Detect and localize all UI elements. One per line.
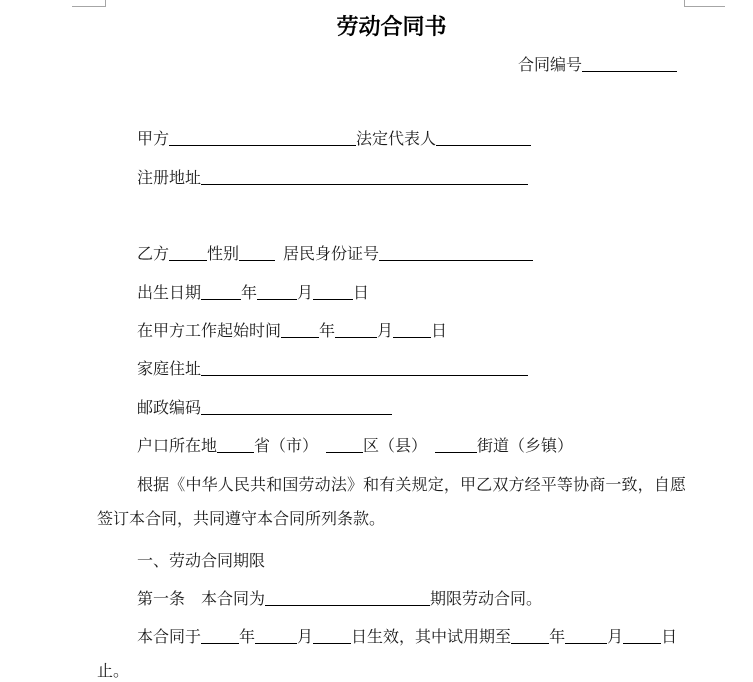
work-start-line xyxy=(137,323,447,341)
day-label: 日 xyxy=(661,629,678,646)
birth-month-blank[interactable] xyxy=(257,287,297,300)
month-label: 月 xyxy=(297,285,314,302)
intro-paragraph-line2: 签订本合同，共同遵守本合同所列条款。 xyxy=(97,511,386,528)
registered-address-line xyxy=(137,170,528,188)
effective-month-blank[interactable] xyxy=(255,631,297,644)
party-a-label: 甲方 xyxy=(137,131,170,148)
party-a-name-blank[interactable] xyxy=(169,133,356,146)
registered-address-label: 注册地址 xyxy=(137,170,202,187)
gender-blank[interactable] xyxy=(239,248,275,261)
section-1-heading: 一、劳动合同期限 xyxy=(137,553,266,570)
legal-representative-blank[interactable] xyxy=(436,133,531,146)
birth-day-blank[interactable] xyxy=(313,287,353,300)
month-label: 月 xyxy=(377,323,394,340)
effective-date-intro: 本合同于 xyxy=(137,629,202,646)
home-address-label: 家庭住址 xyxy=(137,361,202,378)
party-a-line xyxy=(137,131,531,149)
contract-number-line xyxy=(518,57,677,75)
contract-number-blank[interactable] xyxy=(582,59,677,72)
party-b-label: 乙方 xyxy=(137,246,170,263)
street-blank[interactable] xyxy=(435,440,477,453)
hukou-label: 户口所在地 xyxy=(137,438,218,455)
spacer xyxy=(318,450,326,451)
article-1-label: 第一条 xyxy=(137,591,186,608)
start-year-blank[interactable] xyxy=(281,325,319,338)
spacer xyxy=(427,450,435,451)
id-number-label: 居民身份证号 xyxy=(283,246,380,263)
year-label: 年 xyxy=(549,629,566,646)
district-blank[interactable] xyxy=(326,440,363,453)
contract-number-label: 合同编号 xyxy=(518,57,583,74)
year-label: 年 xyxy=(319,323,336,340)
effective-date-line xyxy=(137,629,677,647)
work-start-label: 在甲方工作起始时间 xyxy=(137,323,282,340)
party-b-name-blank[interactable] xyxy=(169,248,207,261)
id-number-blank[interactable] xyxy=(379,248,533,261)
registered-address-blank[interactable] xyxy=(201,172,528,185)
spacer xyxy=(185,603,201,604)
margin-crop-mark-right xyxy=(684,0,725,7)
legal-representative-label: 法定代表人 xyxy=(356,131,437,148)
home-address-line xyxy=(137,361,528,379)
birth-date-line xyxy=(137,285,369,303)
article-1-line xyxy=(137,591,542,609)
province-label: 省（市） xyxy=(254,438,319,455)
birth-year-blank[interactable] xyxy=(201,287,241,300)
district-label: 区（县） xyxy=(363,438,428,455)
probation-intro: 日生效，其中试用期至 xyxy=(351,629,512,646)
year-label: 年 xyxy=(241,285,258,302)
street-label: 街道（乡镇） xyxy=(477,438,574,455)
margin-crop-mark-left xyxy=(72,0,106,7)
birth-date-label: 出生日期 xyxy=(137,285,202,302)
contract-term-intro: 本合同为 xyxy=(201,591,266,608)
postal-code-blank[interactable] xyxy=(201,402,392,415)
province-blank[interactable] xyxy=(217,440,254,453)
contract-term-type-blank[interactable] xyxy=(265,593,430,606)
postal-code-line xyxy=(137,400,392,418)
probation-month-blank[interactable] xyxy=(565,631,607,644)
intro-paragraph-line1: 根据《中华人民共和国劳动法》和有关规定，甲乙双方经平等协商一致，自愿 xyxy=(137,477,686,494)
gender-label: 性别 xyxy=(207,246,240,263)
effective-year-blank[interactable] xyxy=(201,631,239,644)
postal-code-label: 邮政编码 xyxy=(137,400,202,417)
party-b-line xyxy=(137,246,533,264)
month-label: 月 xyxy=(297,629,314,646)
spacer xyxy=(275,258,283,259)
home-address-blank[interactable] xyxy=(201,363,528,376)
day-label: 日 xyxy=(431,323,448,340)
start-day-blank[interactable] xyxy=(393,325,431,338)
year-label: 年 xyxy=(239,629,256,646)
document-title: 劳动合同书 xyxy=(336,14,447,39)
effective-date-continuation: 止。 xyxy=(97,663,130,680)
month-label: 月 xyxy=(607,629,624,646)
start-month-blank[interactable] xyxy=(335,325,377,338)
probation-day-blank[interactable] xyxy=(623,631,661,644)
contract-term-suffix: 期限劳动合同。 xyxy=(430,591,543,608)
effective-day-blank[interactable] xyxy=(313,631,351,644)
day-label: 日 xyxy=(353,285,370,302)
probation-year-blank[interactable] xyxy=(511,631,549,644)
hukou-line xyxy=(137,438,573,456)
